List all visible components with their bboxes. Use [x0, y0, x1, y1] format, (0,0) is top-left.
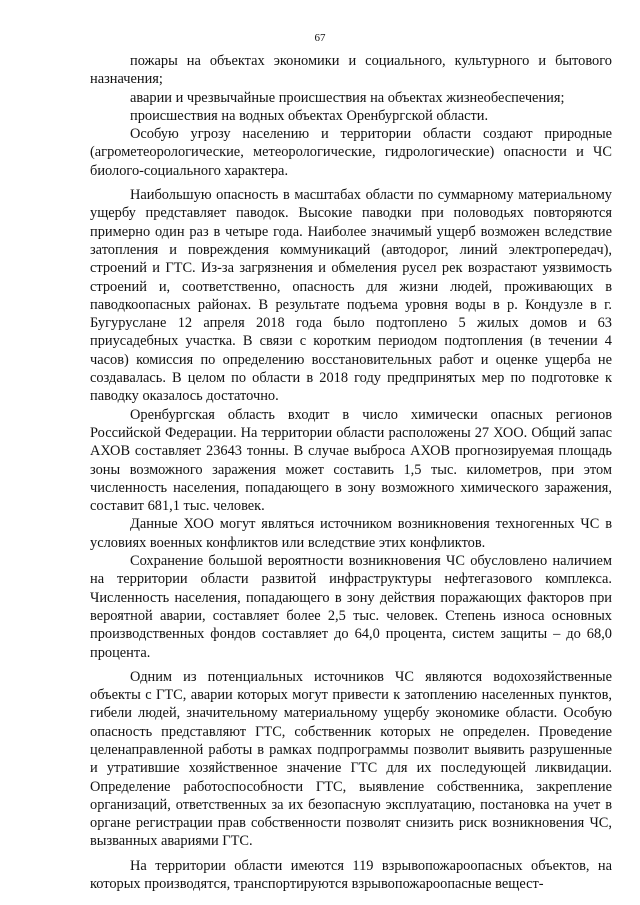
paragraph: Оренбургская область входит в число химически опасных регионов Российской Федерации. На территории области расположены 27 ХОО. Общий запас АХОВ составляет 23643 тонны. В случае выброса АХОВ прогнозируемая площадь зоны возможного заражения может составить 1,5 тыс. километров, при этом численность населения, попадающего в зону возможного химического заражения, составит 681,1 тыс. человек.: [90, 406, 612, 515]
paragraph: Данные ХОО могут являться источником возникновения техногенных ЧС в условиях военных конфликтов или вследствие этих конфликтов.: [90, 516, 612, 551]
paragraph: происшествия на водных объектах Оренбургской области.: [130, 107, 489, 124]
paragraph: Наибольшую опасность в масштабах области по суммарному материальному ущербу представляет паводок. Высокие паводки при половодьях повторяются примерно один раз в четыре года. Наиболее значимый ущерб возможен вследствие затопления и повреждения коммуникаций (автодорог, линий электропередач), строений и ГТС. Из-за загрязнения и обмеления русел рек возрастают уязвимость строений и, соответственно, опасность для жизни людей, проживающих в паводкоопасных районах. В результате подъема уровня воды в р. Кондузле в г. Бугуруслане 12 апреля 2018 года было подтоплено 5 жилых домов и 63 приусадебных участка. В связи с коротким периодом подтопления (в течении 4 часов) комиссия по определению восстановительных работ и оценке ущерба не создавалась. В целом по области в 2018 году предпринятых мер по подготовке к паводку оказалось достаточно.: [90, 187, 612, 405]
paragraph: пожары на объектах экономики и социального, культурного и бытового назначения;: [90, 53, 612, 88]
paragraph: На территории области имеются 119 взрывопожароопасных объектов, на которых производятся, транспортируются взрывопожароопасные вещест-: [90, 857, 612, 893]
paragraph: Сохранение большой вероятности возникновения ЧС обусловлено наличием на территории области развитой инфраструктуры нефтегазового комплекса. Численность населения, попадающего в зону действия поражающих факторов при вероятной аварии, составляет более 2,5 тыс. человек. Степень износа основных производственных фондов составляет до 64,0 процента, систем защиты – до 68,0 процента.: [90, 553, 612, 661]
paragraph: аварии и чрезвычайные происшествия на объектах жизнеобеспечения;: [130, 89, 565, 106]
page-number: 67: [314, 32, 326, 44]
paragraph: Одним из потенциальных источников ЧС являются водохозяйственные объекты с ГТС, аварии которых могут привести к затоплению населенных пунктов, гибели людей, значительному материальному ущербу экономике области. Особую опасность представляют ГТС, собственник которых не определен. Проведение целенаправленной работы в рамках подпрограммы позволит выявить разрушенные и утратившие хозяйственное значение ГТС для их последующей ликвидации. Определение работоспособности ГТС, выявление собственника, закрепление организаций, ответственных за их безопасную эксплуатацию, постановка на учет в органе регистрации прав собственности позволят снизить риск возникновения ЧС, вызванных авариями ГТС.: [90, 668, 612, 850]
paragraph: Особую угрозу населению и территории области создают природные (агрометеорологические, метеорологические, гидрологические) опасности и ЧС биолого-социального характера.: [90, 126, 612, 179]
body-text: [90, 52, 612, 893]
